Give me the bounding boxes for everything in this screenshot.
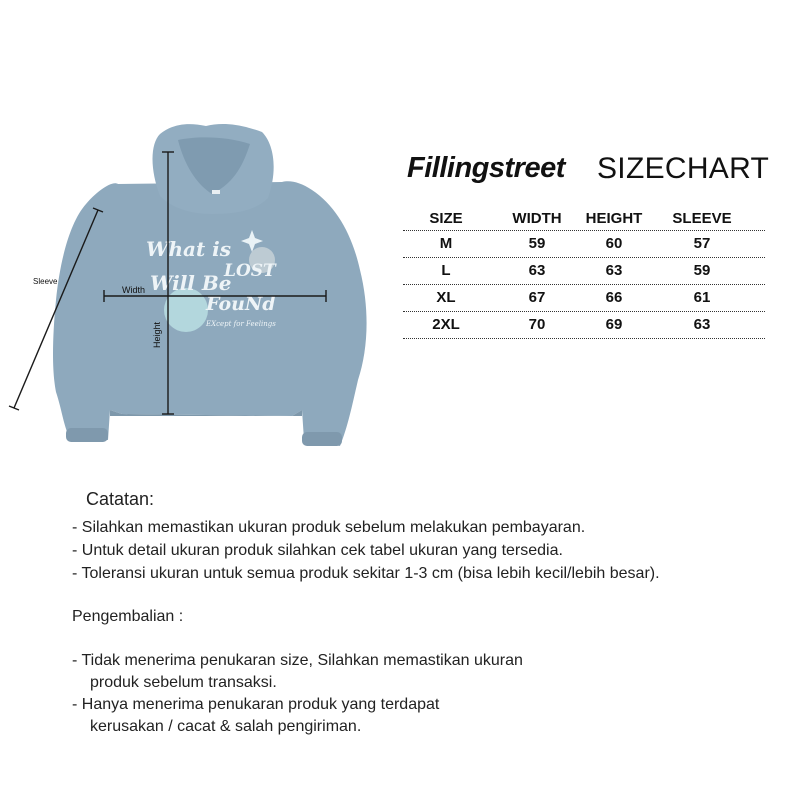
returns-heading: Pengembalian : — [72, 608, 184, 625]
table-row — [403, 231, 765, 257]
header-height: HEIGHT — [585, 210, 643, 227]
header-width: WIDTH — [512, 210, 562, 227]
return-line: produk sebelum transaksi. — [90, 674, 277, 691]
hoodie-product-image — [0, 110, 390, 470]
header-sleeve: SLEEVE — [672, 210, 732, 227]
cell-sleeve: 59 — [693, 262, 711, 279]
cell-width: 70 — [528, 316, 546, 333]
cell-width: 59 — [528, 235, 546, 252]
cell-height: 69 — [605, 316, 623, 333]
size-table — [403, 208, 765, 339]
table-row — [403, 312, 765, 338]
return-line: - Tidak menerima penukaran size, Silahkan memastikan ukuran — [72, 652, 523, 669]
width-label: Width — [122, 285, 146, 295]
cell-width: 67 — [528, 289, 546, 306]
cell-sleeve: 63 — [693, 316, 711, 333]
right-cuff — [302, 432, 342, 446]
cell-width: 63 — [528, 262, 546, 279]
brand-name: Fillingstreet — [407, 152, 565, 184]
print-line-1: What is — [146, 237, 232, 261]
cell-size: L — [441, 262, 451, 279]
cell-height: 63 — [605, 262, 623, 279]
height-label: Height — [152, 321, 162, 348]
left-cuff — [66, 428, 108, 442]
hoodie-illustration — [0, 110, 390, 470]
return-line: - Hanya menerima penukaran produk yang terdapat — [72, 696, 440, 713]
cell-sleeve: 57 — [693, 235, 711, 252]
table-divider — [403, 338, 765, 339]
sleeve-label: Sleeve — [33, 277, 58, 286]
print-line-4: FouNd — [206, 293, 276, 315]
cell-size: 2XL — [432, 316, 460, 333]
table-row — [403, 285, 765, 311]
note-line: - Toleransi ukuran untuk semua produk sekitar 1-3 cm (bisa lebih kecil/lebih besar). — [72, 565, 660, 582]
cell-size: M — [439, 235, 453, 252]
print-line-2: LOST — [224, 261, 276, 281]
table-header-row — [403, 208, 765, 230]
cell-height: 66 — [605, 289, 623, 306]
table-row — [403, 258, 765, 284]
note-line: - Untuk detail ukuran produk silahkan cek tabel ukuran yang tersedia. — [72, 542, 563, 559]
cell-sleeve: 61 — [693, 289, 711, 306]
cell-size: XL — [436, 289, 456, 306]
print-line-3: Will Be — [150, 271, 232, 295]
label-tag — [212, 190, 220, 194]
notes-heading: Catatan: — [86, 489, 155, 509]
chart-title: SIZECHART — [597, 152, 770, 185]
note-line: - Silahkan memastikan ukuran produk sebelum melakukan pembayaran. — [72, 519, 586, 536]
print-line-5: EXcept for Feelings — [206, 320, 276, 328]
return-line: kerusakan / cacat & salah pengiriman. — [90, 718, 362, 735]
cell-height: 60 — [605, 235, 623, 252]
header-size: SIZE — [429, 210, 463, 227]
